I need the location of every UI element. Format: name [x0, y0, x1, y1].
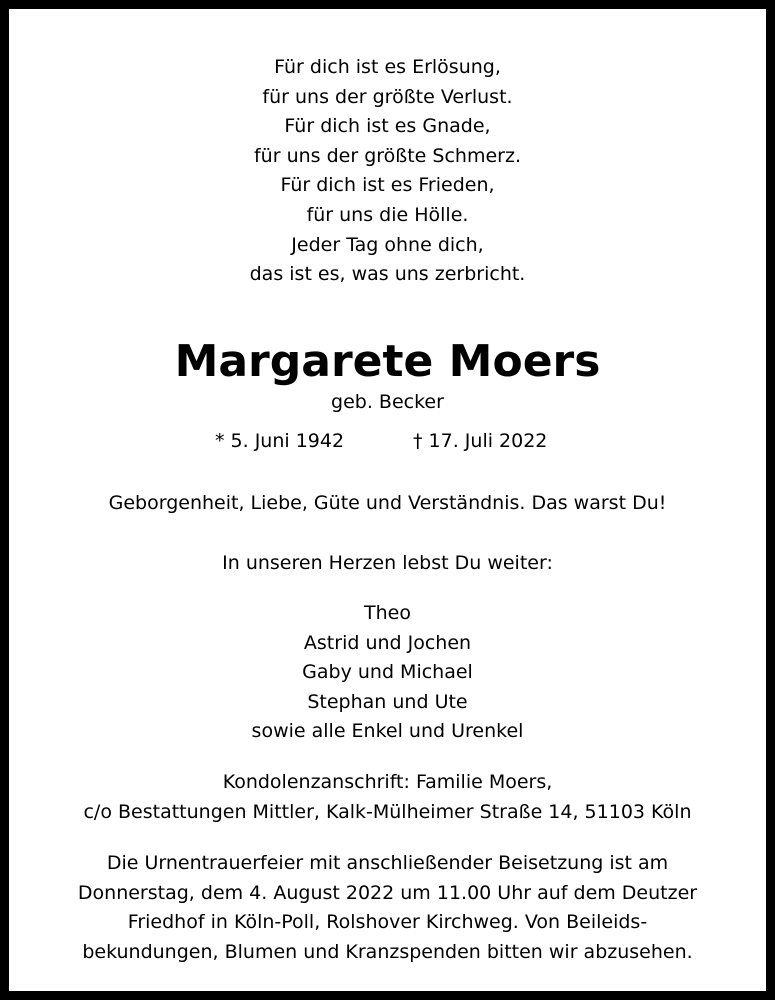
birth-date: * 5. Juni 1942: [215, 430, 345, 452]
poem-line: für uns der größte Schmerz.: [253, 144, 521, 167]
death-date: † 17. Juli 2022: [413, 430, 548, 452]
ceremony-notice: [9, 849, 766, 967]
condolence-address: [9, 768, 766, 827]
poem-line: für uns die Hölle.: [306, 203, 469, 226]
life-dates: [9, 427, 766, 455]
notice-line: Donnerstag, dem 4. August 2022 um 11.00 Uhr auf dem Deutzer: [77, 881, 698, 904]
mourner-entry: Stephan und Ute: [307, 690, 468, 713]
mourners-intro: In unseren Herzen lebst Du weiter:: [222, 552, 553, 574]
mourner-entry: Astrid und Jochen: [303, 631, 472, 654]
poem-line: das ist es, was uns zerbricht.: [249, 263, 526, 286]
maiden-name: geb. Becker: [331, 391, 444, 413]
poem-line: für uns der größte Verlust.: [262, 85, 513, 108]
poem-line: Für dich ist es Gnade,: [284, 115, 491, 138]
deceased-name: Margarete Moers: [174, 336, 601, 387]
motto-line: Geborgenheit, Liebe, Güte und Verständnis. Das warst Du!: [108, 492, 667, 514]
mourners-list: [9, 599, 766, 747]
poem-line: Für dich ist es Erlösung,: [274, 56, 501, 78]
memorial-poem: [9, 53, 766, 290]
poem-line: Jeder Tag ohne dich,: [291, 233, 484, 256]
mourner-entry: sowie alle Enkel und Urenkel: [251, 720, 524, 743]
mourner-entry: Gaby und Michael: [302, 661, 473, 684]
notice-line: Die Urnentrauerfeier mit anschließender Beisetzung ist am: [106, 852, 669, 874]
address-line: c/o Bestattungen Mittler, Kalk-Mülheimer Straße 14, 51103 Köln: [83, 800, 692, 823]
mourner-entry: Theo: [364, 602, 411, 624]
address-line: Kondolenzanschrift: Familie Moers,: [222, 771, 553, 793]
poem-line: Für dich ist es Frieden,: [280, 174, 495, 197]
notice-line: bekundungen, Blumen und Kranzspenden bitten wir abzusehen.: [82, 940, 693, 963]
notice-line: Friedhof in Köln-Poll, Rolshover Kirchweg. Von Beileids-: [127, 911, 648, 933]
